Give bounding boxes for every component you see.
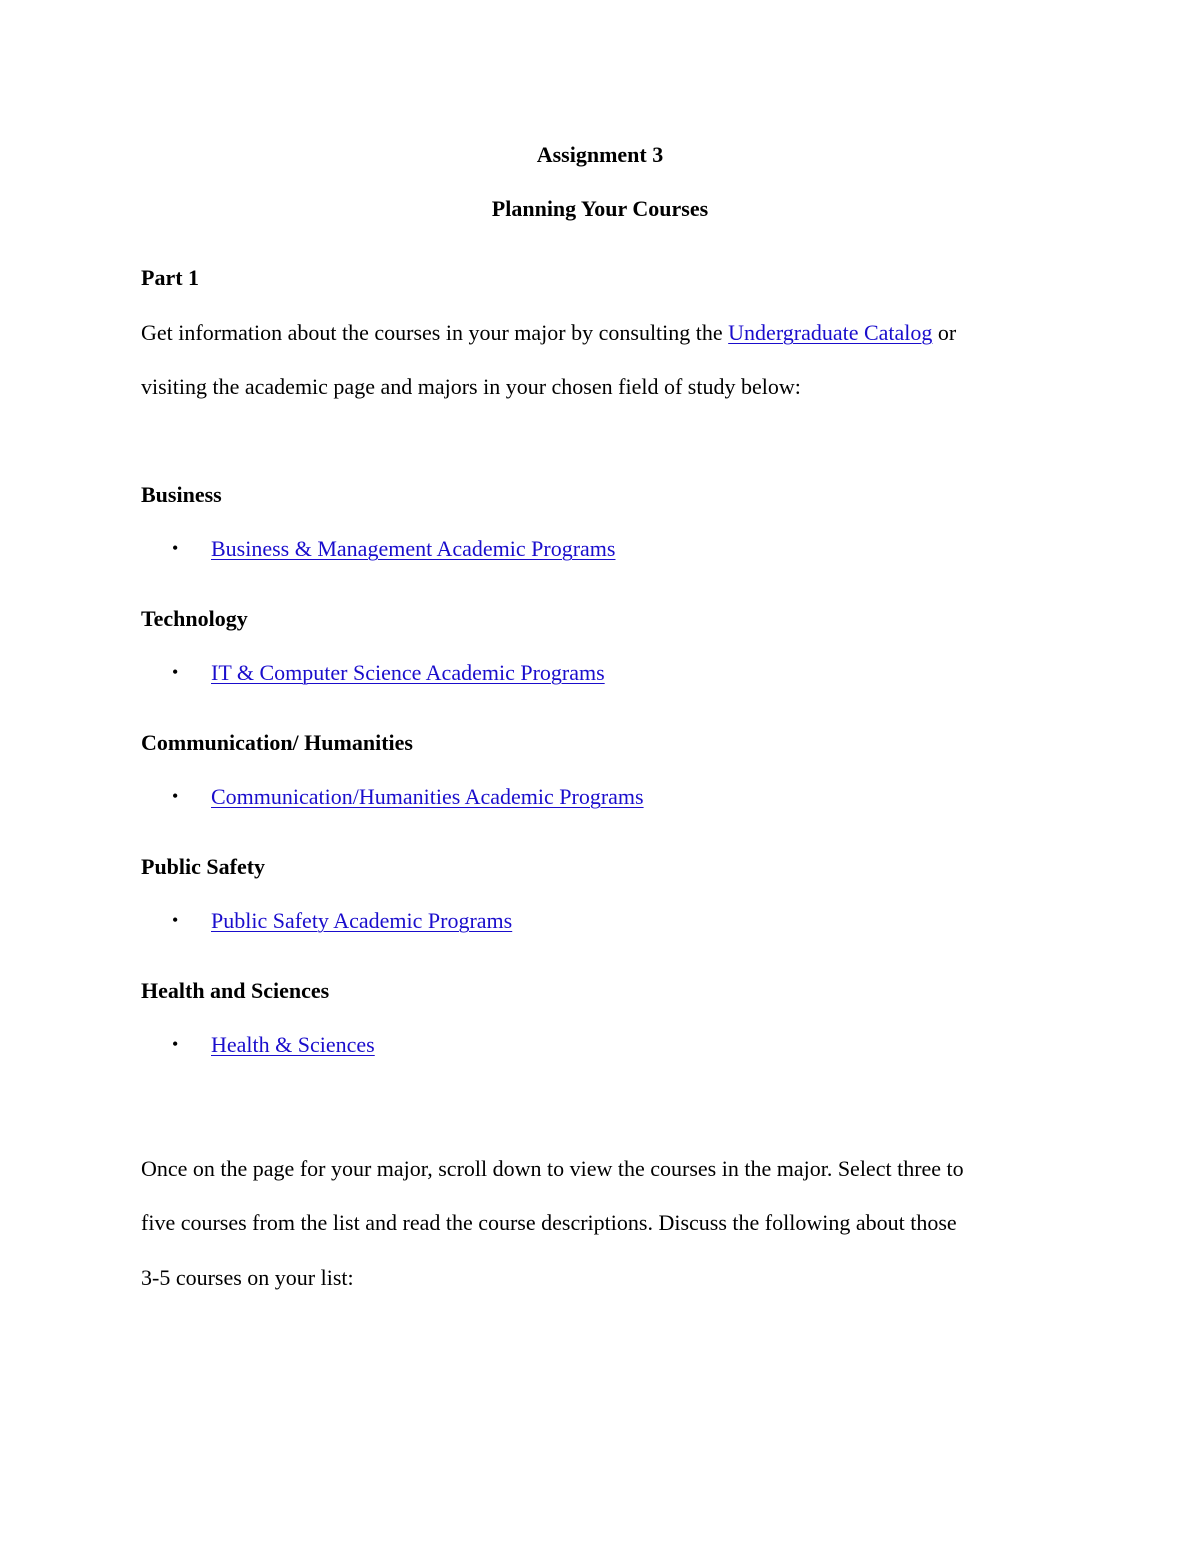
assignment-subtitle: Planning Your Courses [491, 196, 709, 221]
public-safety-programs-link[interactable]: Public Safety Academic Programs [211, 908, 513, 933]
intro-line-2: visiting the academic page and majors in your chosen field of study below: [141, 374, 801, 399]
section-heading-business: Business [141, 482, 222, 507]
intro-text-before-link: Get information about the courses in your major by consulting the [141, 320, 729, 345]
bullet-icon: • [172, 1034, 179, 1054]
bullet-icon: • [172, 910, 179, 930]
section-heading-communication-humanities: Communication/ Humanities [141, 730, 413, 755]
communication-humanities-programs-link[interactable]: Communication/Humanities Academic Programs [211, 784, 644, 809]
list-item-technology [211, 660, 605, 686]
undergraduate-catalog-link[interactable]: Undergraduate Catalog [728, 320, 933, 345]
business-programs-link[interactable]: Business & Management Academic Programs [211, 536, 616, 561]
list-item-business [211, 536, 615, 562]
intro-line-1 [141, 320, 956, 346]
closing-line-1: Once on the page for your major, scroll down to view the courses in the major. Select three to [141, 1156, 964, 1181]
list-item-public-safety [211, 908, 512, 934]
assignment-title: Assignment 3 [536, 142, 664, 167]
section-heading-health-sciences: Health and Sciences [141, 978, 330, 1003]
closing-line-2: five courses from the list and read the course descriptions. Discuss the following about those [141, 1210, 957, 1235]
intro-text-after-link: or [932, 320, 957, 345]
it-computer-science-programs-link[interactable]: IT & Computer Science Academic Programs [211, 660, 605, 685]
list-item-communication-humanities [211, 784, 644, 810]
bullet-icon: • [172, 786, 179, 806]
part-heading: Part 1 [141, 265, 200, 290]
health-sciences-link[interactable]: Health & Sciences [211, 1032, 375, 1057]
section-heading-technology: Technology [141, 606, 248, 631]
bullet-icon: • [172, 662, 179, 682]
bullet-icon: • [172, 538, 179, 558]
section-heading-public-safety: Public Safety [141, 854, 266, 879]
closing-line-3: 3-5 courses on your list: [141, 1265, 354, 1290]
list-item-health-sciences [211, 1032, 375, 1058]
